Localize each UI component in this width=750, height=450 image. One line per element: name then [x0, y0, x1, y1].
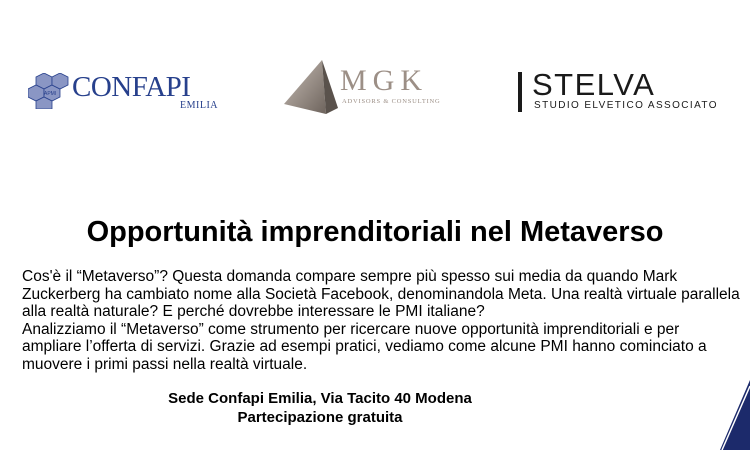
mgk-tagline: ADVISORS & CONSULTING	[342, 98, 441, 105]
logo-banner	[0, 0, 750, 150]
stelva-logo	[518, 68, 738, 118]
venue-info	[0, 389, 640, 427]
confapi-logo	[28, 70, 228, 120]
venue-fee: Partecipazione gratuita	[237, 409, 403, 426]
confapi-hexagon-mark	[28, 73, 72, 109]
intro-text	[22, 268, 742, 373]
corner-decoration	[720, 380, 750, 450]
intro-paragraph-1: Cos'è il “Metaverso”? Questa domanda compare sempre più spesso sui media da quando Mark Zuckerberg ha cambiato nome alla Società Facebook, denominandola Meta. Una realtà virtuale parallela alla realtà naturale? E perché dovrebbe interessare le PMI italiane?	[22, 268, 740, 320]
venue-address: Sede Confapi Emilia, Via Tacito 40 Modena	[168, 390, 472, 407]
intro-paragraph-2: Analizziamo il “Metaverso” come strumento per ricercare nuove opportunità imprenditoriali e per ampliare l’offerta di servizi. Grazie ad esempi pratici, vediamo come alcune PMI hanno cominciato a muovere i primi passi nella realtà virtuale.	[22, 320, 707, 373]
page-title: Opportunità imprenditoriali nel Metaverso	[86, 216, 664, 248]
confapi-wordmark: CONFAPI	[72, 71, 191, 103]
mgk-wordmark: MGK	[340, 64, 429, 97]
sail-icon	[282, 58, 342, 118]
mgk-logo	[282, 58, 452, 120]
confapi-region: EMILIA	[180, 100, 218, 111]
stelva-tagline: STUDIO ELVETICO ASSOCIATO	[534, 100, 718, 111]
svg-text:APMI: APMI	[44, 91, 57, 97]
stelva-wordmark: STELVA	[532, 67, 656, 102]
stelva-bar	[518, 72, 522, 112]
